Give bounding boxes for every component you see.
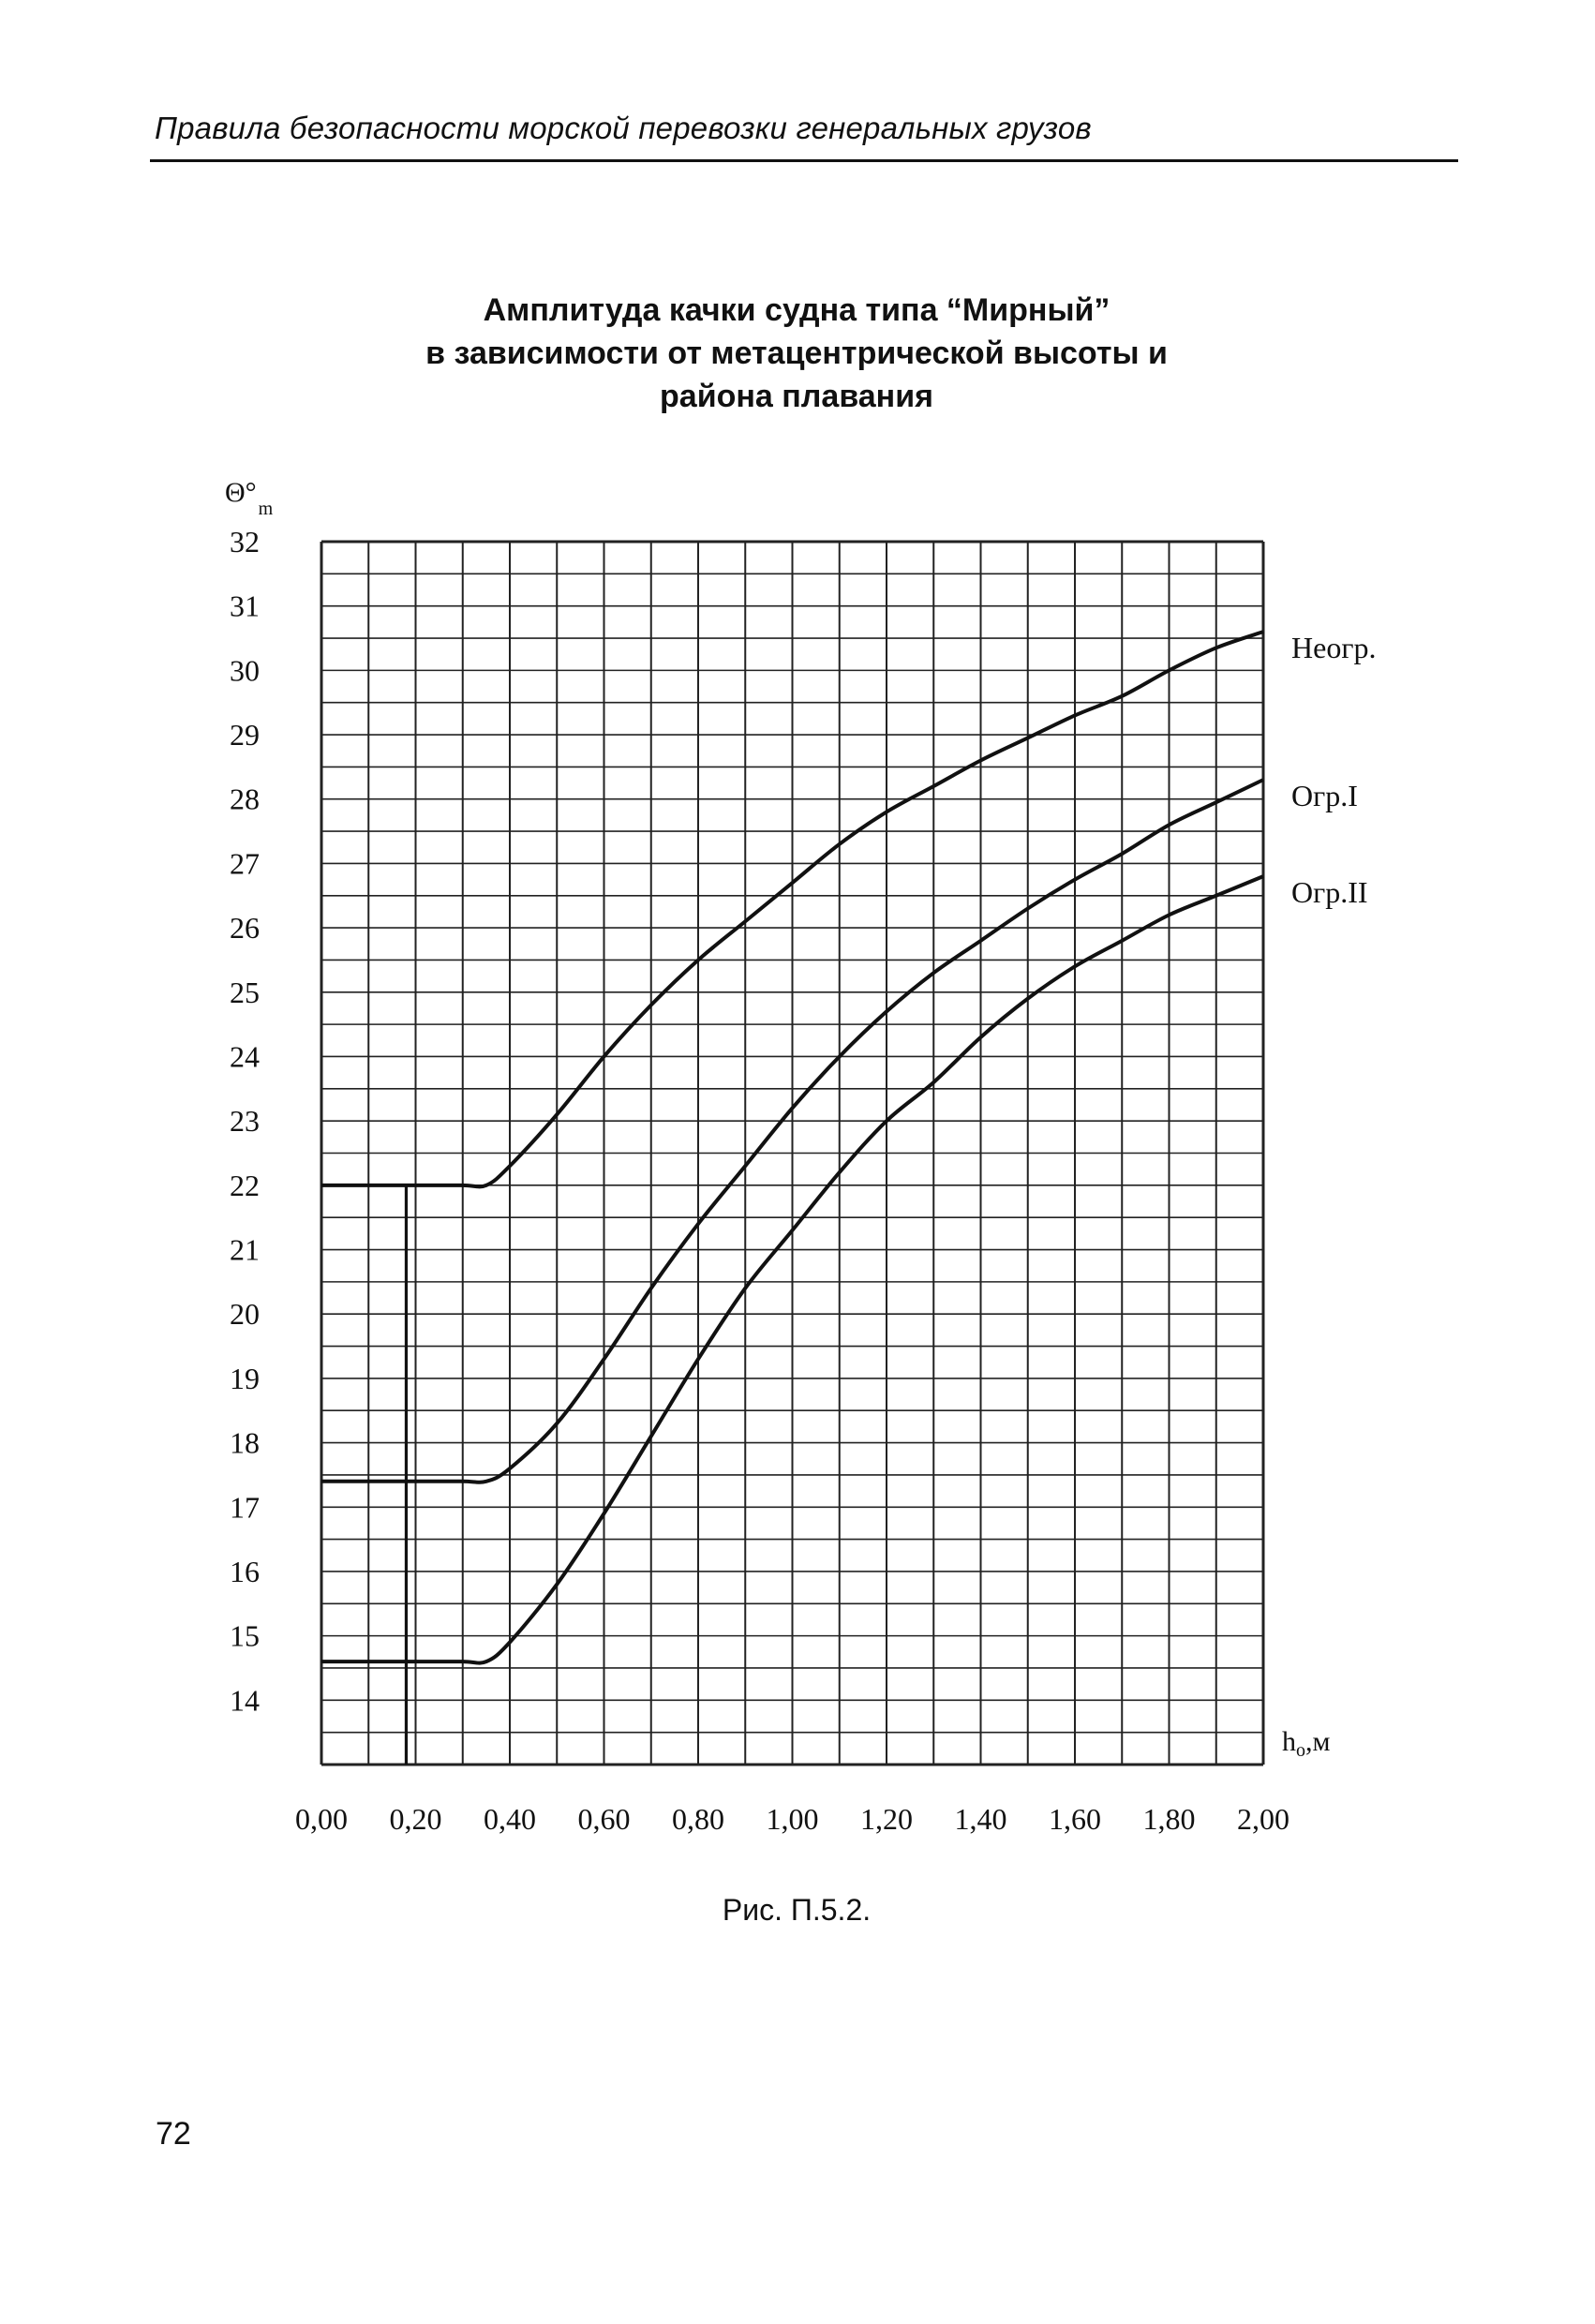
chart-grid <box>321 542 1263 1765</box>
x-tick-label: 1,00 <box>766 1802 819 1836</box>
y-tick-label: 17 <box>230 1490 260 1525</box>
y-tick-label: 22 <box>230 1168 260 1202</box>
y-tick-label: 18 <box>230 1425 260 1460</box>
y-tick-label: 20 <box>230 1297 260 1332</box>
y-tick-label: 15 <box>230 1618 260 1653</box>
y-tick-label: 14 <box>230 1683 260 1718</box>
x-tick-label: 0,60 <box>577 1802 631 1836</box>
chart-ticks <box>230 525 1289 1836</box>
x-axis-title: $h_o,м$ <box>1282 1726 1331 1761</box>
x-tick-label: 2,00 <box>1237 1802 1289 1836</box>
x-tick-label: 1,40 <box>954 1802 1007 1836</box>
chart-title-line-1: Амплитуда качки судна типа “Мирный” <box>483 292 1111 328</box>
page-header: Правила безопасности морской перевозки генеральных грузов <box>155 111 1092 145</box>
x-tick-label: 0,00 <box>295 1802 348 1836</box>
y-tick-label: 23 <box>230 1104 260 1139</box>
x-tick-label: 0,40 <box>484 1802 536 1836</box>
y-tick-label: 24 <box>230 1039 260 1074</box>
y-tick-label: 29 <box>230 718 260 752</box>
y-tick-label: 28 <box>230 782 260 816</box>
y-tick-label: 30 <box>230 653 260 688</box>
y-tick-label: 26 <box>230 911 260 946</box>
y-tick-label: 32 <box>230 525 260 559</box>
series-label-2: Огр.I <box>1291 779 1358 813</box>
y-tick-label: 16 <box>230 1554 260 1588</box>
x-tick-label: 1,60 <box>1049 1802 1101 1836</box>
y-tick-label: 21 <box>230 1232 260 1267</box>
y-tick-label: 25 <box>230 975 260 1009</box>
y-tick-label: 31 <box>230 588 260 623</box>
series-label-1: Неогр. <box>1291 631 1377 665</box>
figure-caption: Рис. П.5.2. <box>722 1893 872 1927</box>
x-tick-label: 1,20 <box>860 1802 913 1836</box>
y-tick-label: 27 <box>230 846 260 881</box>
y-axis-title: $\Theta^\circ_m$ <box>225 477 274 519</box>
page-number: 72 <box>156 2116 191 2152</box>
x-tick-label: 0,20 <box>389 1802 442 1836</box>
x-tick-label: 0,80 <box>672 1802 724 1836</box>
chart-title-line-2: в зависимости от метацентрической высоты и <box>425 335 1168 371</box>
chart-series <box>321 631 1376 1662</box>
y-tick-label: 19 <box>230 1361 260 1395</box>
chart-title-line-3: района плавания <box>660 379 933 414</box>
series-label-3: Огр.II <box>1291 875 1368 910</box>
x-tick-label: 1,80 <box>1142 1802 1196 1836</box>
